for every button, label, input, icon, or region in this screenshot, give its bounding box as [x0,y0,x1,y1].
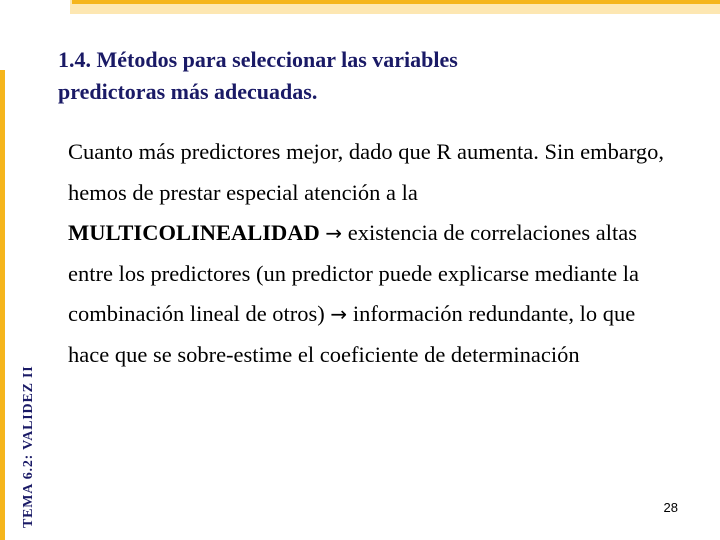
slide-title-line1: 1.4. Métodos para seleccionar las variables [58,47,458,72]
body-text-part1: Cuanto más predictores mejor, dado que R aumenta. Sin embargo, hemos de prestar especial atención a la [68,139,665,205]
body-term-multicolinealidad: MULTICOLINEALIDAD [68,220,320,245]
side-section-label: TEMA 6.2: VALIDEZ II [21,365,36,528]
right-arrow-icon: → [330,302,348,326]
right-arrow-icon: → [325,221,343,245]
slide-title [58,44,658,108]
page-number: 28 [663,500,678,515]
body-text-part2: existencia de correlaciones altas entre los predictores (un predictor puede explicarse mediante la combinación lineal de otros) [68,220,640,326]
top-accent-bar [72,0,720,4]
slide-body [68,132,668,375]
side-accent-bar [0,70,5,540]
body-text-part3: información redundante, lo que hace que se sobre-estime el coeficiente de determinación [68,301,636,367]
slide-title-line2: predictoras más adecuadas. [58,79,318,104]
